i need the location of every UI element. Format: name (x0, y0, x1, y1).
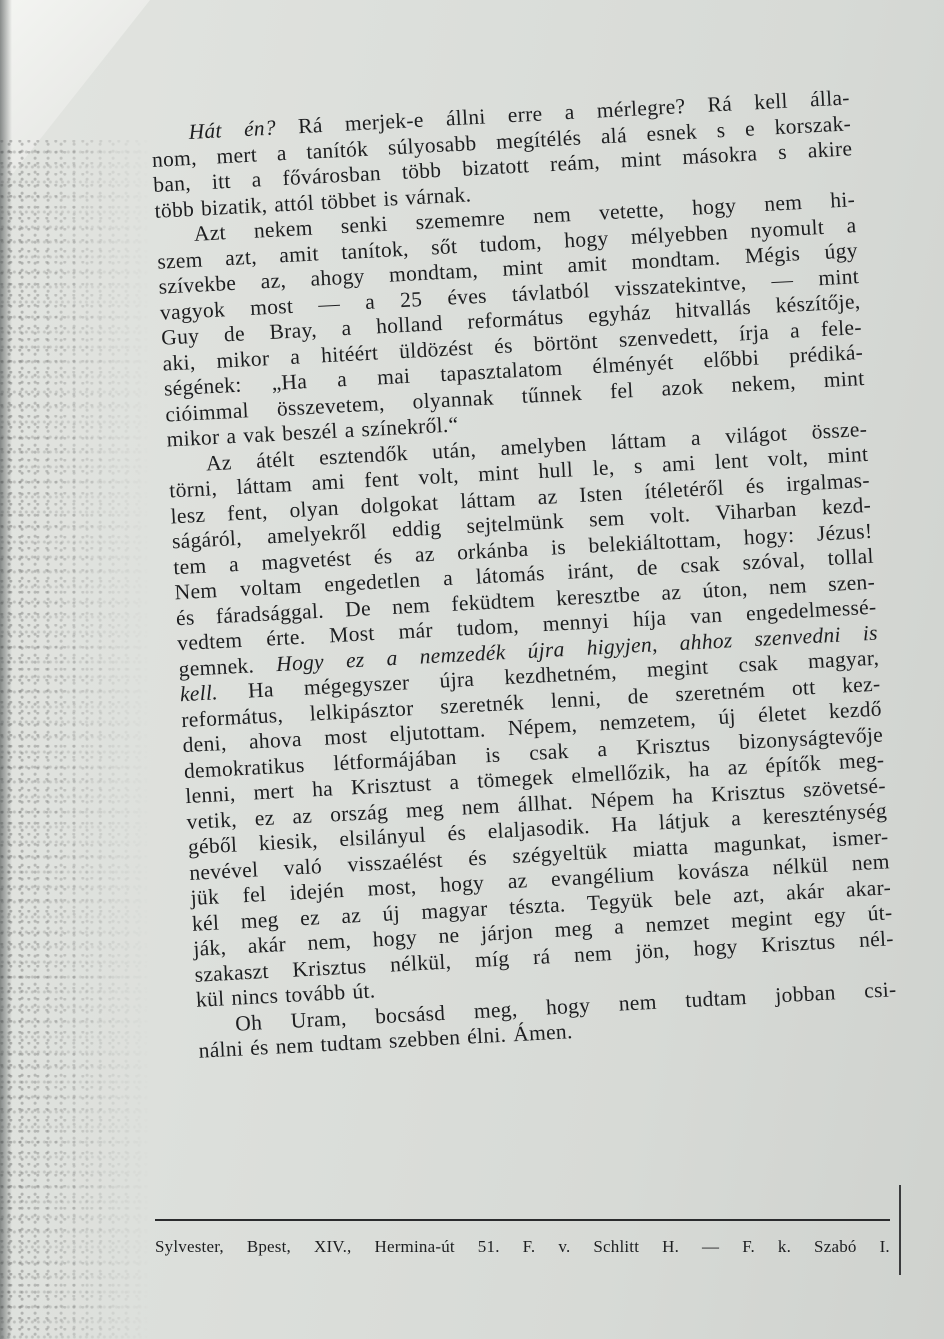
imprint-word: k. (777, 1237, 792, 1256)
imprint-word: Bpest, (246, 1237, 291, 1256)
text-line: nálni és nem tudtam szebben élni. Ámen. (198, 1019, 574, 1063)
text-line: Guy de Bray, a holland református egyház hitvallás készítője, (160, 289, 861, 350)
text-line: református, lelkipásztor szeretnék lenni, de szeretném ott kez- (180, 671, 881, 732)
text-line: vetik, ez az ország meg nem állhat. Népem ha Krisztus szövetsé- (186, 772, 887, 834)
text-line: tem a magvetést és az orkánba is belekiáltottam, hogy: Jézus! (172, 518, 873, 579)
text-line: nom, mert a tanítók súlyosabb megítélés alá esnek s e korszak- (151, 110, 852, 172)
text-line: kül nincs tovább út. (195, 978, 376, 1012)
imprint-word: Sylvester, (155, 1237, 224, 1256)
photocopy-speckle (0, 140, 150, 1339)
text-line: kell. Ha mégegyszer újra kezdhetném, megint csak magyar, (179, 645, 880, 707)
text-line: törni, láttam ami fent volt, mint hull le, s ami lent volt, mint (168, 441, 869, 503)
text-line: vedtem érte. Most már tudom, mennyi híja van engedelmessé- (176, 594, 877, 656)
text-line: Oh Uram, bocsásd meg, hogy nem tudtam jobban csi- (234, 976, 897, 1036)
text-line: és fáradsággal. De nem feküdtem keresztbe az úton, nem szen- (175, 569, 876, 630)
text-line: géből kiesik, elsilányul és elaljasodik. Ha látjuk a kereszténység (187, 798, 888, 859)
text-line: mikor a vak beszél a színekről.“ (166, 412, 459, 452)
text-line: vagyok most — a 25 éves távlatból visszatekintve, — mint (159, 263, 860, 325)
text-line: Nem voltam engedetlen a látomás iránt, de csak szóval, tollal (174, 543, 875, 605)
text-line: szakaszt Krisztus nélkül, míg rá nem jön, hogy Krisztus nél- (194, 925, 895, 987)
text-line: gemnek. Hogy ez a nemzedék újra higyjen, ahhoz szenvedni is (178, 620, 879, 681)
text-line: nevével való visszaélést és szégyeltük miatta magunkat, ismer- (188, 823, 889, 885)
page-edge-shadow (0, 0, 12, 1339)
imprint-word: F. (522, 1237, 536, 1256)
imprint-word: I. (879, 1237, 890, 1256)
text-line: lesz fent, olyan dolgokat láttam az Isten ítéletéről és irgalmas- (170, 467, 871, 528)
imprint-word: 51. (477, 1237, 500, 1256)
text-line: ban, itt a fővárosban több bizatott reám, mint másokra s akire (152, 136, 853, 197)
text-line: aki, mikor a hitéért üldözést és börtönt szenvedett, írja a fele- (162, 314, 863, 376)
text-line: lenni, mert ha Krisztust a tömegek elmellőzik, ha az építők meg- (184, 747, 885, 809)
imprint-word: Szabó (814, 1237, 857, 1256)
text-line: ják, akár nem, hogy ne járjon meg a nemzet megint egy út- (192, 900, 894, 961)
text-line: demokratikus létformájában is csak a Krisztus bizonyságtevője (183, 721, 884, 783)
text-line: ságáról, amelyekről eddig sejtelmünk sem volt. Viharban kezd- (171, 492, 872, 554)
imprint-word: H. (662, 1237, 680, 1256)
footer-rule (155, 1219, 890, 1221)
imprint-word: — (702, 1237, 720, 1256)
text-line: Az átélt esztendők után, amelyben láttam a világot össze- (205, 416, 868, 476)
text-line: jük fel idején most, hogy az evangélium kovásza nélkül nem (190, 849, 891, 910)
text-line: ségének: „Ha a mai tapasztalatom élményét előbbi prédiká- (163, 340, 864, 401)
text-line: több bizatik, attól többet is várnak. (154, 181, 472, 223)
imprint-word: XIV., (313, 1237, 352, 1256)
edge-mark (899, 1185, 901, 1275)
text-line: Hát én? Rá merjek-e állni erre a mérlegre? Rá kell álla- (187, 85, 851, 144)
text-line: deni, ahova most eljutottam. Népem, nemzetem, új életet kezdő (182, 696, 883, 758)
imprint-word: F. (742, 1237, 755, 1256)
imprint-word: Schlitt (593, 1237, 640, 1256)
imprint-word: Hermina-út (374, 1237, 455, 1256)
text-line: szívekbe az, ahogy mondtam, mint amit mondtam. Mégis úgy (158, 238, 859, 299)
text-line: Azt nekem senki szememre nem vetette, hogy nem hi- (193, 187, 856, 246)
body-text (150, 85, 898, 1064)
imprint-word: v. (558, 1237, 571, 1256)
printer-imprint (155, 1237, 890, 1257)
text-line: szem azt, amit tanítok, sőt tudom, hogy mélyebben nyomult a (156, 212, 857, 274)
text-line: kél meg ez az új magyar tészta. Tegyük bele azt, akár akar- (191, 874, 892, 936)
text-line: cióimmal összevetem, olyannak tűnnek fel azok nekem, mint (164, 365, 865, 427)
